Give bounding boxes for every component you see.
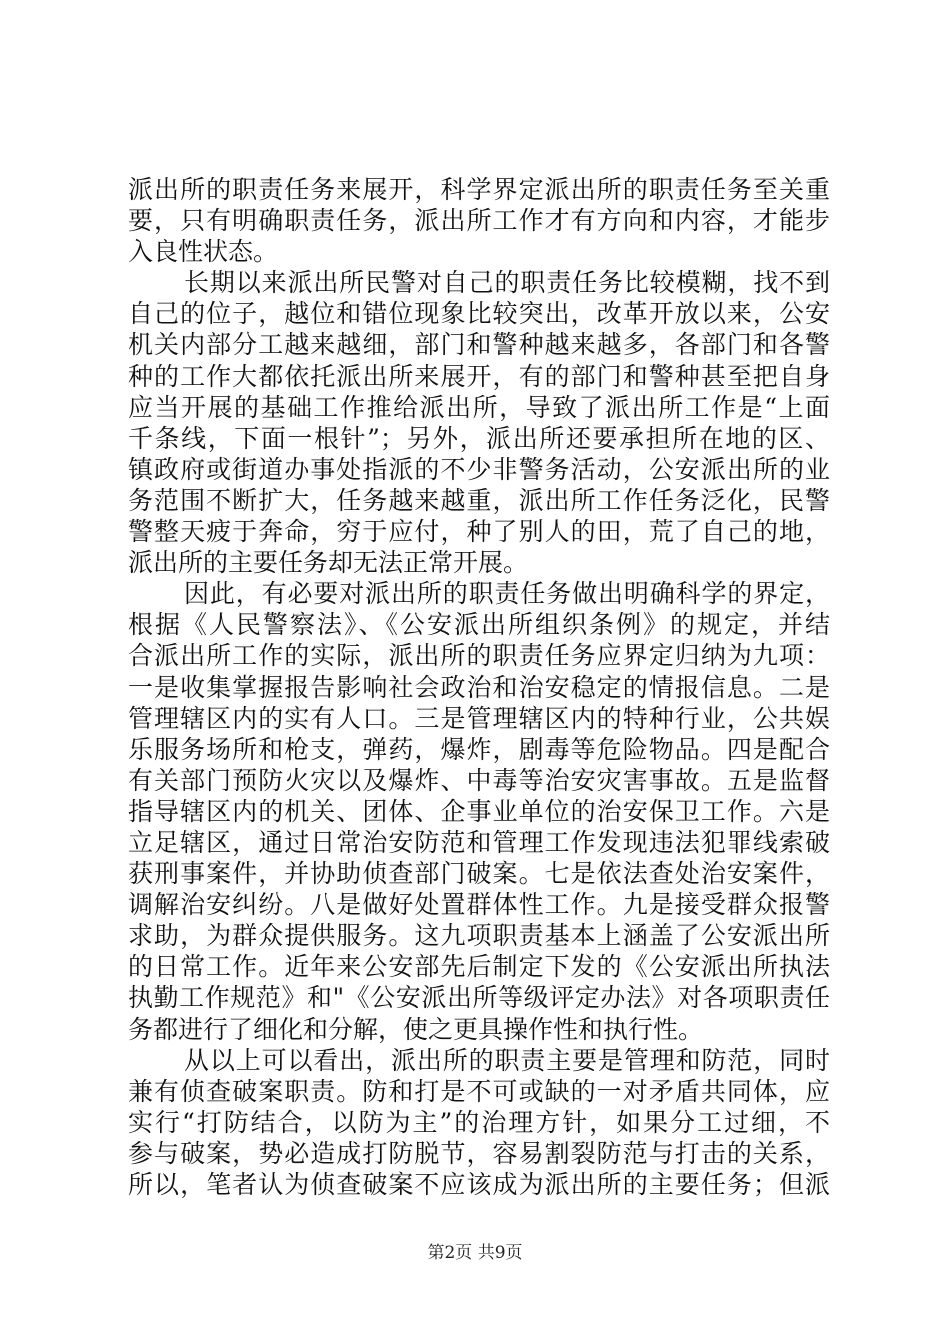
text-line: 机关内部分工越来越细，部门和警种越来越多，各部门和各警 xyxy=(128,330,830,360)
text-line: 警整天疲于奔命，穷于应付，种了别人的田，荒了自己的地， xyxy=(128,517,830,547)
text-line: 应当开展的基础工作推给派出所，导致了派出所工作是“上面 xyxy=(128,392,830,422)
text-line: 派出所的主要任务却无法正常开展。 xyxy=(128,548,529,578)
body-text xyxy=(128,174,830,1200)
text-line: 乐服务场所和枪支，弹药，爆炸，剧毒等危险物品。四是配合 xyxy=(128,734,830,764)
text-line: 一是收集掌握报告影响社会政治和治安稳定的情报信息。二是 xyxy=(128,672,830,702)
paragraph-first-line: 因此，有必要对派出所的职责任务做出明确科学的界定， xyxy=(184,579,830,609)
text-line: 要，只有明确职责任务，派出所工作才有方向和内容，才能步 xyxy=(128,206,830,236)
text-line: 兼有侦查破案职责。防和打是不可或缺的一对矛盾共同体，应 xyxy=(128,1076,830,1106)
text-line: 实行“打防结合，以防为主”的治理方针，如果分工过细，不 xyxy=(128,1107,830,1137)
text-line: 务都进行了细化和分解，使之更具操作性和执行性。 xyxy=(128,1014,704,1044)
text-line: 求助，为群众提供服务。这九项职责基本上涵盖了公安派出所 xyxy=(128,921,830,951)
text-line: 执勤工作规范》和"《公安派出所等级评定办法》对各项职责任 xyxy=(128,983,830,1013)
text-line: 派出所的职责任务来展开，科学界定派出所的职责任务至关重 xyxy=(128,175,830,204)
text-line: 合派出所工作的实际，派出所的职责任务应界定归纳为九项： xyxy=(128,641,830,671)
text-line: 调解治安纠纷。八是做好处置群体性工作。九是接受群众报警 xyxy=(128,890,830,920)
text-line: 参与破案，势必造成打防脱节，容易割裂防范与打击的关系， xyxy=(128,1138,830,1168)
paragraph-first-line: 从以上可以看出，派出所的职责主要是管理和防范，同时 xyxy=(184,1045,830,1075)
text-line: 镇政府或街道办事处指派的不少非警务活动，公安派出所的业 xyxy=(128,454,830,484)
text-line: 千条线，下面一根针”；另外，派出所还要承担所在地的区、 xyxy=(128,423,830,453)
text-line: 指导辖区内的机关、团体、企事业单位的治安保卫工作。六是 xyxy=(128,796,830,826)
text-line: 入良性状态。 xyxy=(128,237,279,267)
text-line: 根据《人民警察法》、《公安派出所组织条例》的规定，并结 xyxy=(128,610,830,640)
text-line: 有关部门预防火灾以及爆炸、中毒等治安灾害事故。五是监督 xyxy=(128,765,830,795)
text-line: 务范围不断扩大，任务越来越重，派出所工作任务泛化，民警 xyxy=(128,485,830,515)
text-line: 自己的位子，越位和错位现象比较突出，改革开放以来，公安 xyxy=(128,299,830,329)
text-line: 获刑事案件，并协助侦查部门破案。七是依法查处治安案件， xyxy=(128,859,830,889)
text-line: 的日常工作。近年来公安部先后制定下发的《公安派出所执法 xyxy=(128,952,830,982)
page-number-footer: 第2页 共9页 xyxy=(427,1243,523,1263)
text-line: 管理辖区内的实有人口。三是管理辖区内的特种行业，公共娱 xyxy=(128,703,830,733)
text-line: 种的工作大都依托派出所来展开，有的部门和警种甚至把自身 xyxy=(128,361,830,391)
paragraph-first-line: 长期以来派出所民警对自己的职责任务比较模糊，找不到 xyxy=(184,268,830,298)
text-line: 立足辖区，通过日常治安防范和管理工作发现违法犯罪线索破 xyxy=(128,827,830,857)
text-line: 所以，笔者认为侦查破案不应该成为派出所的主要任务；但派 xyxy=(128,1170,830,1199)
